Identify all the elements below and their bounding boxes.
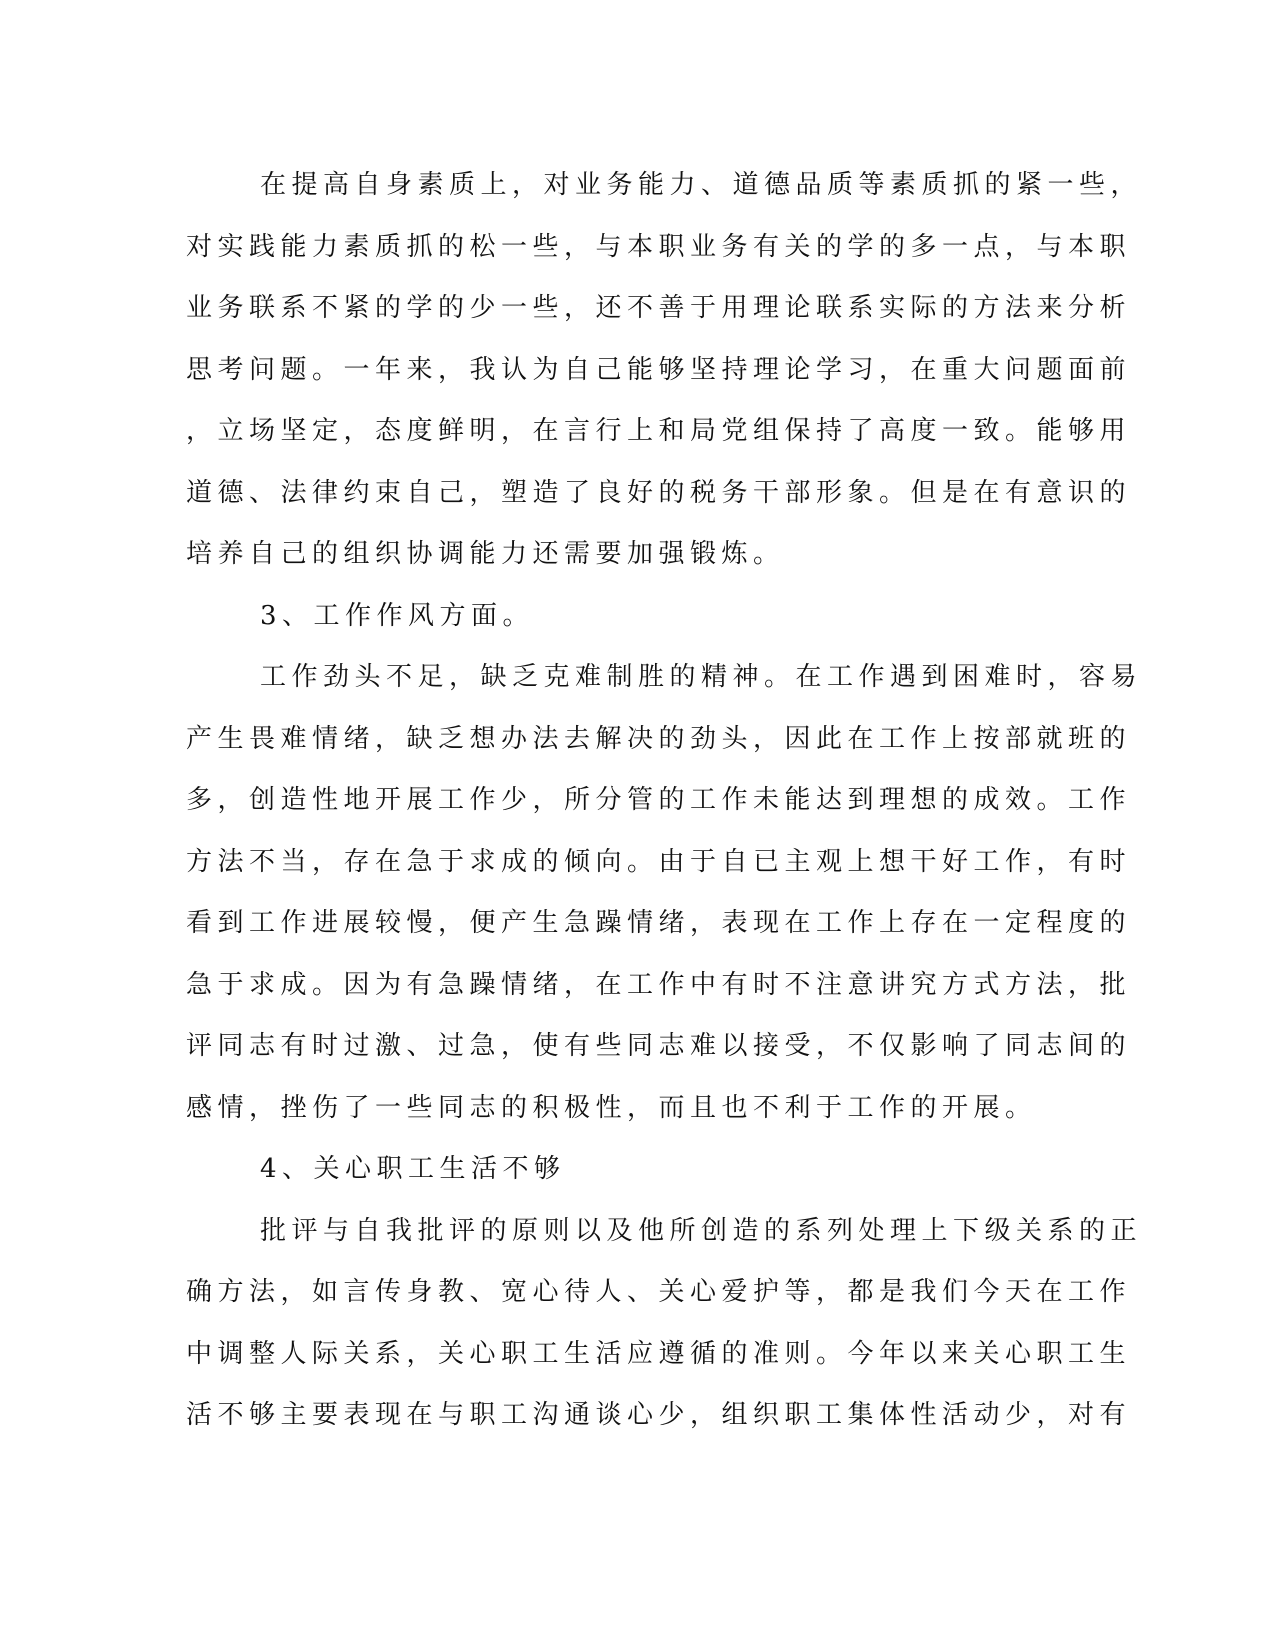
paragraph-line: 产生畏难情绪，缺乏想办法去解决的劲头，因此在工作上按部就班的 — [186, 723, 1132, 754]
paragraph-line: 培养自己的组织协调能力还需要加强锻炼。 — [186, 539, 785, 569]
document-body — [186, 155, 1143, 1447]
paragraph-line: 对实践能力素质抓的松一些，与本职业务有关的学的多一点，与本职 — [186, 231, 1132, 262]
paragraph-line: 看到工作进展较慢，便产生急躁情绪，表现在工作上存在一定程度的 — [186, 908, 1132, 938]
section-heading: 3、工作作风方面。 — [260, 600, 535, 631]
section-heading: 4、关心职工生活不够 — [260, 1154, 566, 1184]
paragraph-line: 确方法，如言传身教、宽心待人、关心爱护等，都是我们今天在工作 — [186, 1277, 1132, 1307]
paragraph-line: 急于求成。因为有急躁情绪，在工作中有时不注意讲究方式方法，批 — [186, 969, 1132, 1000]
paragraph-line: 中调整人际关系，关心职工生活应遵循的准则。今年以来关心职工生 — [186, 1338, 1132, 1369]
paragraph-line: 业务联系不紧的学的少一些，还不善于用理论联系实际的方法来分析 — [186, 293, 1132, 323]
paragraph-line: 工作劲头不足，缺乏克难制胜的精神。在工作遇到困难时，容易 — [260, 662, 1143, 692]
paragraph-line: ，立场坚定，态度鲜明，在言行上和局党组保持了高度一致。能够用 — [186, 416, 1132, 446]
paragraph-line: 方法不当，存在急于求成的倾向。由于自已主观上想干好工作，有时 — [186, 846, 1132, 877]
paragraph-line: 道德、法律约束自己，塑造了良好的税务干部形象。但是在有意识的 — [186, 477, 1132, 508]
paragraph-line: 评同志有时过激、过急，使有些同志难以接受，不仅影响了同志间的 — [186, 1031, 1132, 1061]
paragraph-line: 思考问题。一年来，我认为自己能够坚持理论学习，在重大问题面前 — [186, 354, 1132, 385]
paragraph-line: 多，创造性地开展工作少，所分管的工作未能达到理想的成效。工作 — [186, 785, 1132, 815]
paragraph-line: 在提高自身素质上，对业务能力、道德品质等素质抓的紧一些， — [260, 170, 1143, 200]
paragraph-line: 批评与自我批评的原则以及他所创造的系列处理上下级关系的正 — [260, 1215, 1143, 1246]
paragraph-line: 活不够主要表现在与职工沟通谈心少，组织职工集体性活动少，对有 — [186, 1400, 1132, 1430]
paragraph-line: 感情，挫伤了一些同志的积极性，而且也不利于工作的开展。 — [186, 1092, 1037, 1123]
